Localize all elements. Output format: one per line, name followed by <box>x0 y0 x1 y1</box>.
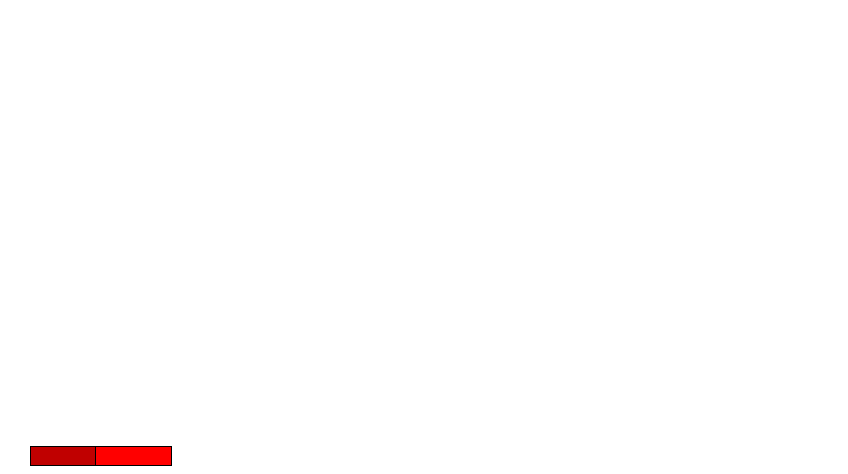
month-dez <box>533 66 577 85</box>
legend-swatch <box>31 447 96 465</box>
month-okt <box>444 66 488 85</box>
month-feb <box>621 66 666 85</box>
legend-label <box>96 447 171 465</box>
month-sep <box>400 66 444 85</box>
month-nov <box>488 66 533 85</box>
header-label <box>62 66 312 85</box>
month-apr <box>711 66 755 85</box>
month-maer <box>666 66 711 85</box>
month-jan <box>577 66 621 85</box>
side-label <box>8 86 61 300</box>
legend <box>30 446 172 466</box>
month-jun <box>799 66 844 85</box>
month-mai <box>755 66 799 85</box>
month-aug <box>356 66 400 85</box>
month-jul <box>311 66 356 85</box>
